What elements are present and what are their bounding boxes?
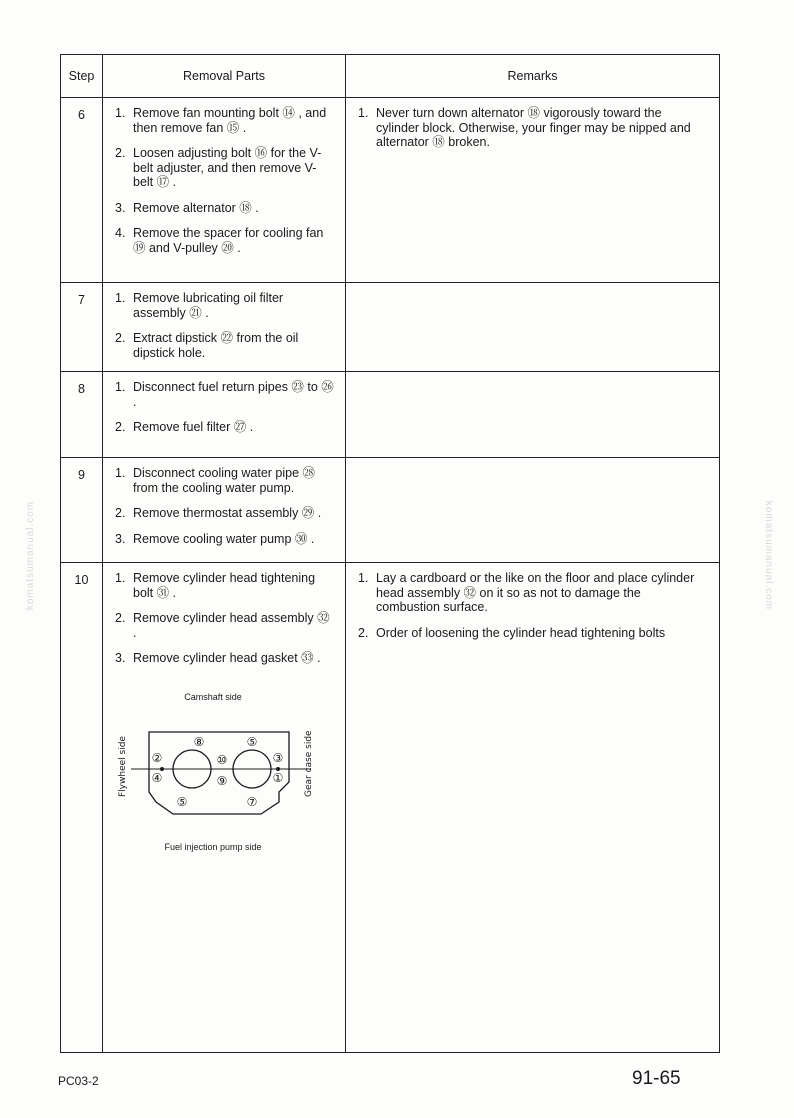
diagram-left-label: Flywheel side: [118, 735, 128, 797]
list-item: 2. Extract dipstick ㉒ from the oil dipstick hole.: [115, 331, 299, 360]
procedure-table: [60, 54, 720, 1053]
table-row: [61, 563, 720, 1053]
list-item: 2. Remove fuel filter ㉗ .: [115, 420, 254, 434]
remarks-cell: [346, 563, 720, 1053]
footer-model-code: PC03-2: [58, 1074, 99, 1088]
list-item: 1. Never turn down alternator ⑱ vigorously toward the cylinder block. Otherwise, your finger may be nipped and alternator ⑱ broken.: [358, 106, 691, 149]
removal-parts-cell: [103, 98, 346, 283]
bolt-label: ⑦: [246, 794, 258, 809]
list-item: 2. Remove thermostat assembly ㉙ .: [115, 506, 322, 520]
list-item: 3. Remove cooling water pump ㉚ .: [115, 531, 315, 546]
list-item: 1. Lay a cardboard or the like on the floor and place cylinder head assembly ㉜ on it so as not to damage the combustion surface.: [358, 571, 695, 614]
list-item: 2. Loosen adjusting bolt ⑯ for the V-belt adjuster, and then remove V-belt ⑰ .: [115, 146, 322, 189]
bolt-label: ⑩: [216, 752, 228, 767]
watermark-left: komatsumanual.com: [25, 500, 37, 611]
bolt-label: ①: [272, 770, 284, 785]
bolt-label: ⑧: [193, 734, 205, 749]
diagram-right-label: Gear case side: [304, 729, 314, 797]
step-number: 8: [61, 372, 103, 458]
remarks-cell: [346, 458, 720, 563]
watermark-right: komatsumanual.com: [763, 500, 775, 611]
list-item: 1. Remove cylinder head tightening bolt ㉛ .: [115, 571, 316, 600]
list-item: 2. Order of loosening the cylinder head tightening bolts: [358, 625, 666, 640]
remarks-cell: [346, 372, 720, 458]
cylinder-head-figure: [111, 702, 336, 842]
list-item: 2. Remove cylinder head assembly ㉜ .: [115, 611, 330, 640]
bolt-label: ⑤: [176, 794, 188, 809]
step-number: 10: [61, 563, 103, 1053]
list-item: 1. Disconnect fuel return pipes ㉓ to ㉖ .: [115, 380, 334, 409]
list-item: 3. Remove cylinder head gasket ㉝ .: [115, 651, 321, 665]
remarks-cell: [346, 283, 720, 372]
cylinder-head-outline: [149, 732, 289, 814]
list-item: 3. Remove alternator ⑱ .: [115, 200, 259, 215]
bolt-loosening-diagram: [103, 692, 346, 862]
bolt-label: ②: [151, 750, 163, 765]
removal-parts-cell: [103, 563, 346, 1053]
header-removal-parts: Removal Parts: [103, 55, 346, 98]
diagram-top-label: Camshaft side: [184, 691, 242, 702]
list-item: 1. Disconnect cooling water pipe ㉘ from the cooling water pump.: [115, 466, 316, 495]
step-number: 9: [61, 458, 103, 563]
bolt-label: ③: [272, 750, 284, 765]
remarks-cell: [346, 98, 720, 283]
step-number: 6: [61, 98, 103, 283]
page-number: 91-65: [632, 1068, 681, 1089]
table-header-row: [61, 55, 720, 98]
bolt-label: ⑤: [246, 734, 258, 749]
bolt-label: ⑨: [216, 773, 228, 788]
removal-parts-cell: [103, 283, 346, 372]
list-item: 1. Remove lubricating oil filter assembly ㉑ .: [115, 291, 284, 320]
bolt-label: ④: [151, 770, 163, 785]
header-step: Step: [61, 55, 103, 98]
removal-parts-cell: [103, 458, 346, 563]
table-row: [61, 458, 720, 563]
diagram-bottom-label: Fuel injection pump side: [164, 841, 262, 852]
list-item: 4. Remove the spacer for cooling fan ⑲ and V-pulley ⑳ .: [115, 226, 324, 255]
list-item: 1. Remove fan mounting bolt ⑭ , and then remove fan ⑮ .: [115, 106, 327, 135]
table-row: [61, 283, 720, 372]
header-remarks: Remarks: [346, 55, 720, 98]
removal-parts-cell: [103, 372, 346, 458]
table-row: [61, 98, 720, 283]
step-number: 7: [61, 283, 103, 372]
table-row: [61, 372, 720, 458]
